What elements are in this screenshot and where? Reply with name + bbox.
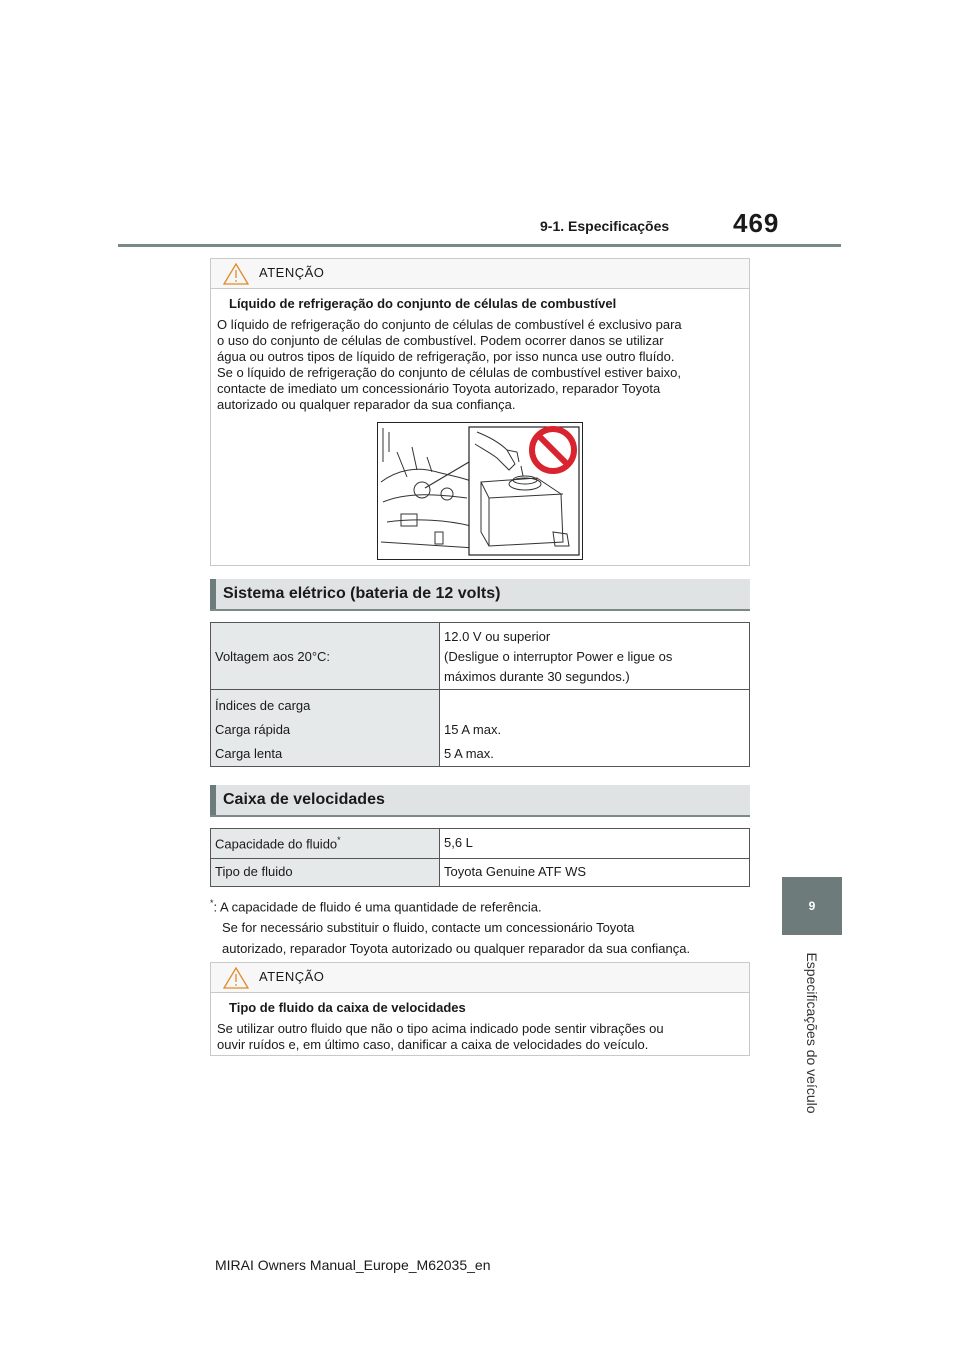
footnote: *: A capacidade de fluido é uma quantidade de referência. Se for necessário substituir o fluido, contacte um concessionário Toyota autorizado, reparador Toyota autorizado ou qualquer reparador da sua confiança. <box>210 898 691 957</box>
caution-header <box>211 963 749 993</box>
footer-text: MIRAI Owners Manual_Europe_M62035_en <box>215 1257 491 1273</box>
charge-rate-labels: Índices de carga Carga rápida Carga lenta <box>211 690 440 767</box>
table-row <box>211 859 750 887</box>
caution-subtitle: Líquido de refrigeração do conjunto de células de combustível <box>229 296 617 311</box>
coolant-prohibition-illustration <box>377 422 583 560</box>
voltage-label: Voltagem aos 20°C: <box>211 623 440 690</box>
fluid-capacity-label: Capacidade do fluido* <box>211 829 440 859</box>
warning-icon <box>223 967 249 989</box>
caution-box-coolant <box>210 258 750 566</box>
charge-rate-values: 15 A max. 5 A max. <box>440 690 750 767</box>
caution-label: ATENÇÃO <box>259 265 325 280</box>
section-header-transmission: Caixa de velocidades <box>210 785 750 817</box>
section-title: 9-1. Especificações <box>540 218 670 234</box>
caution-box-transmission <box>210 962 750 1056</box>
fluid-type-label: Tipo de fluido <box>211 859 440 887</box>
chapter-number: 9 <box>808 899 816 913</box>
voltage-value: 12.0 V ou superior (Desligue o interruptor Power e ligue os máximos durante 30 segundos.) <box>440 623 750 690</box>
table-row <box>211 829 750 859</box>
electrical-table <box>210 622 750 767</box>
fluid-type-value: Toyota Genuine ATF WS <box>440 859 750 887</box>
page-number: 469 <box>733 208 780 238</box>
transmission-table <box>210 828 750 887</box>
fluid-capacity-value: 5,6 L <box>440 829 750 859</box>
caution-subtitle: Tipo de fluido da caixa de velocidades <box>229 1000 466 1015</box>
caution-label: ATENÇÃO <box>259 969 325 984</box>
caution-text: O líquido de refrigeração do conjunto de células de combustível é exclusivo para o uso do conjunto de células de combustível. Podem ocorrer danos se utilizar água ou outros tipos de líquido de refrigeração, por isso nunca use outro fluído. Se o líquido de refrigeração do conjunto de células de combustível estiver baixo, contacte de imediato um concessionário Toyota autorizado, reparador Toyota autorizado ou qualquer reparador da sua confiança. <box>217 317 682 412</box>
table-row <box>211 623 750 690</box>
warning-icon <box>223 263 249 285</box>
header-rule <box>118 244 841 247</box>
chapter-tab[interactable] <box>782 877 842 935</box>
chapter-label: Especificações do veículo <box>804 951 820 1114</box>
caution-text: Se utilizar outro fluido que não o tipo acima indicado pode sentir vibrações ou ouvir ruídos e, em último caso, danificar a caixa de velocidades do veículo. <box>217 1021 664 1052</box>
table-row <box>211 690 750 767</box>
caution-header <box>211 259 749 289</box>
section-header-electrical: Sistema elétrico (bateria de 12 volts) <box>210 579 750 611</box>
